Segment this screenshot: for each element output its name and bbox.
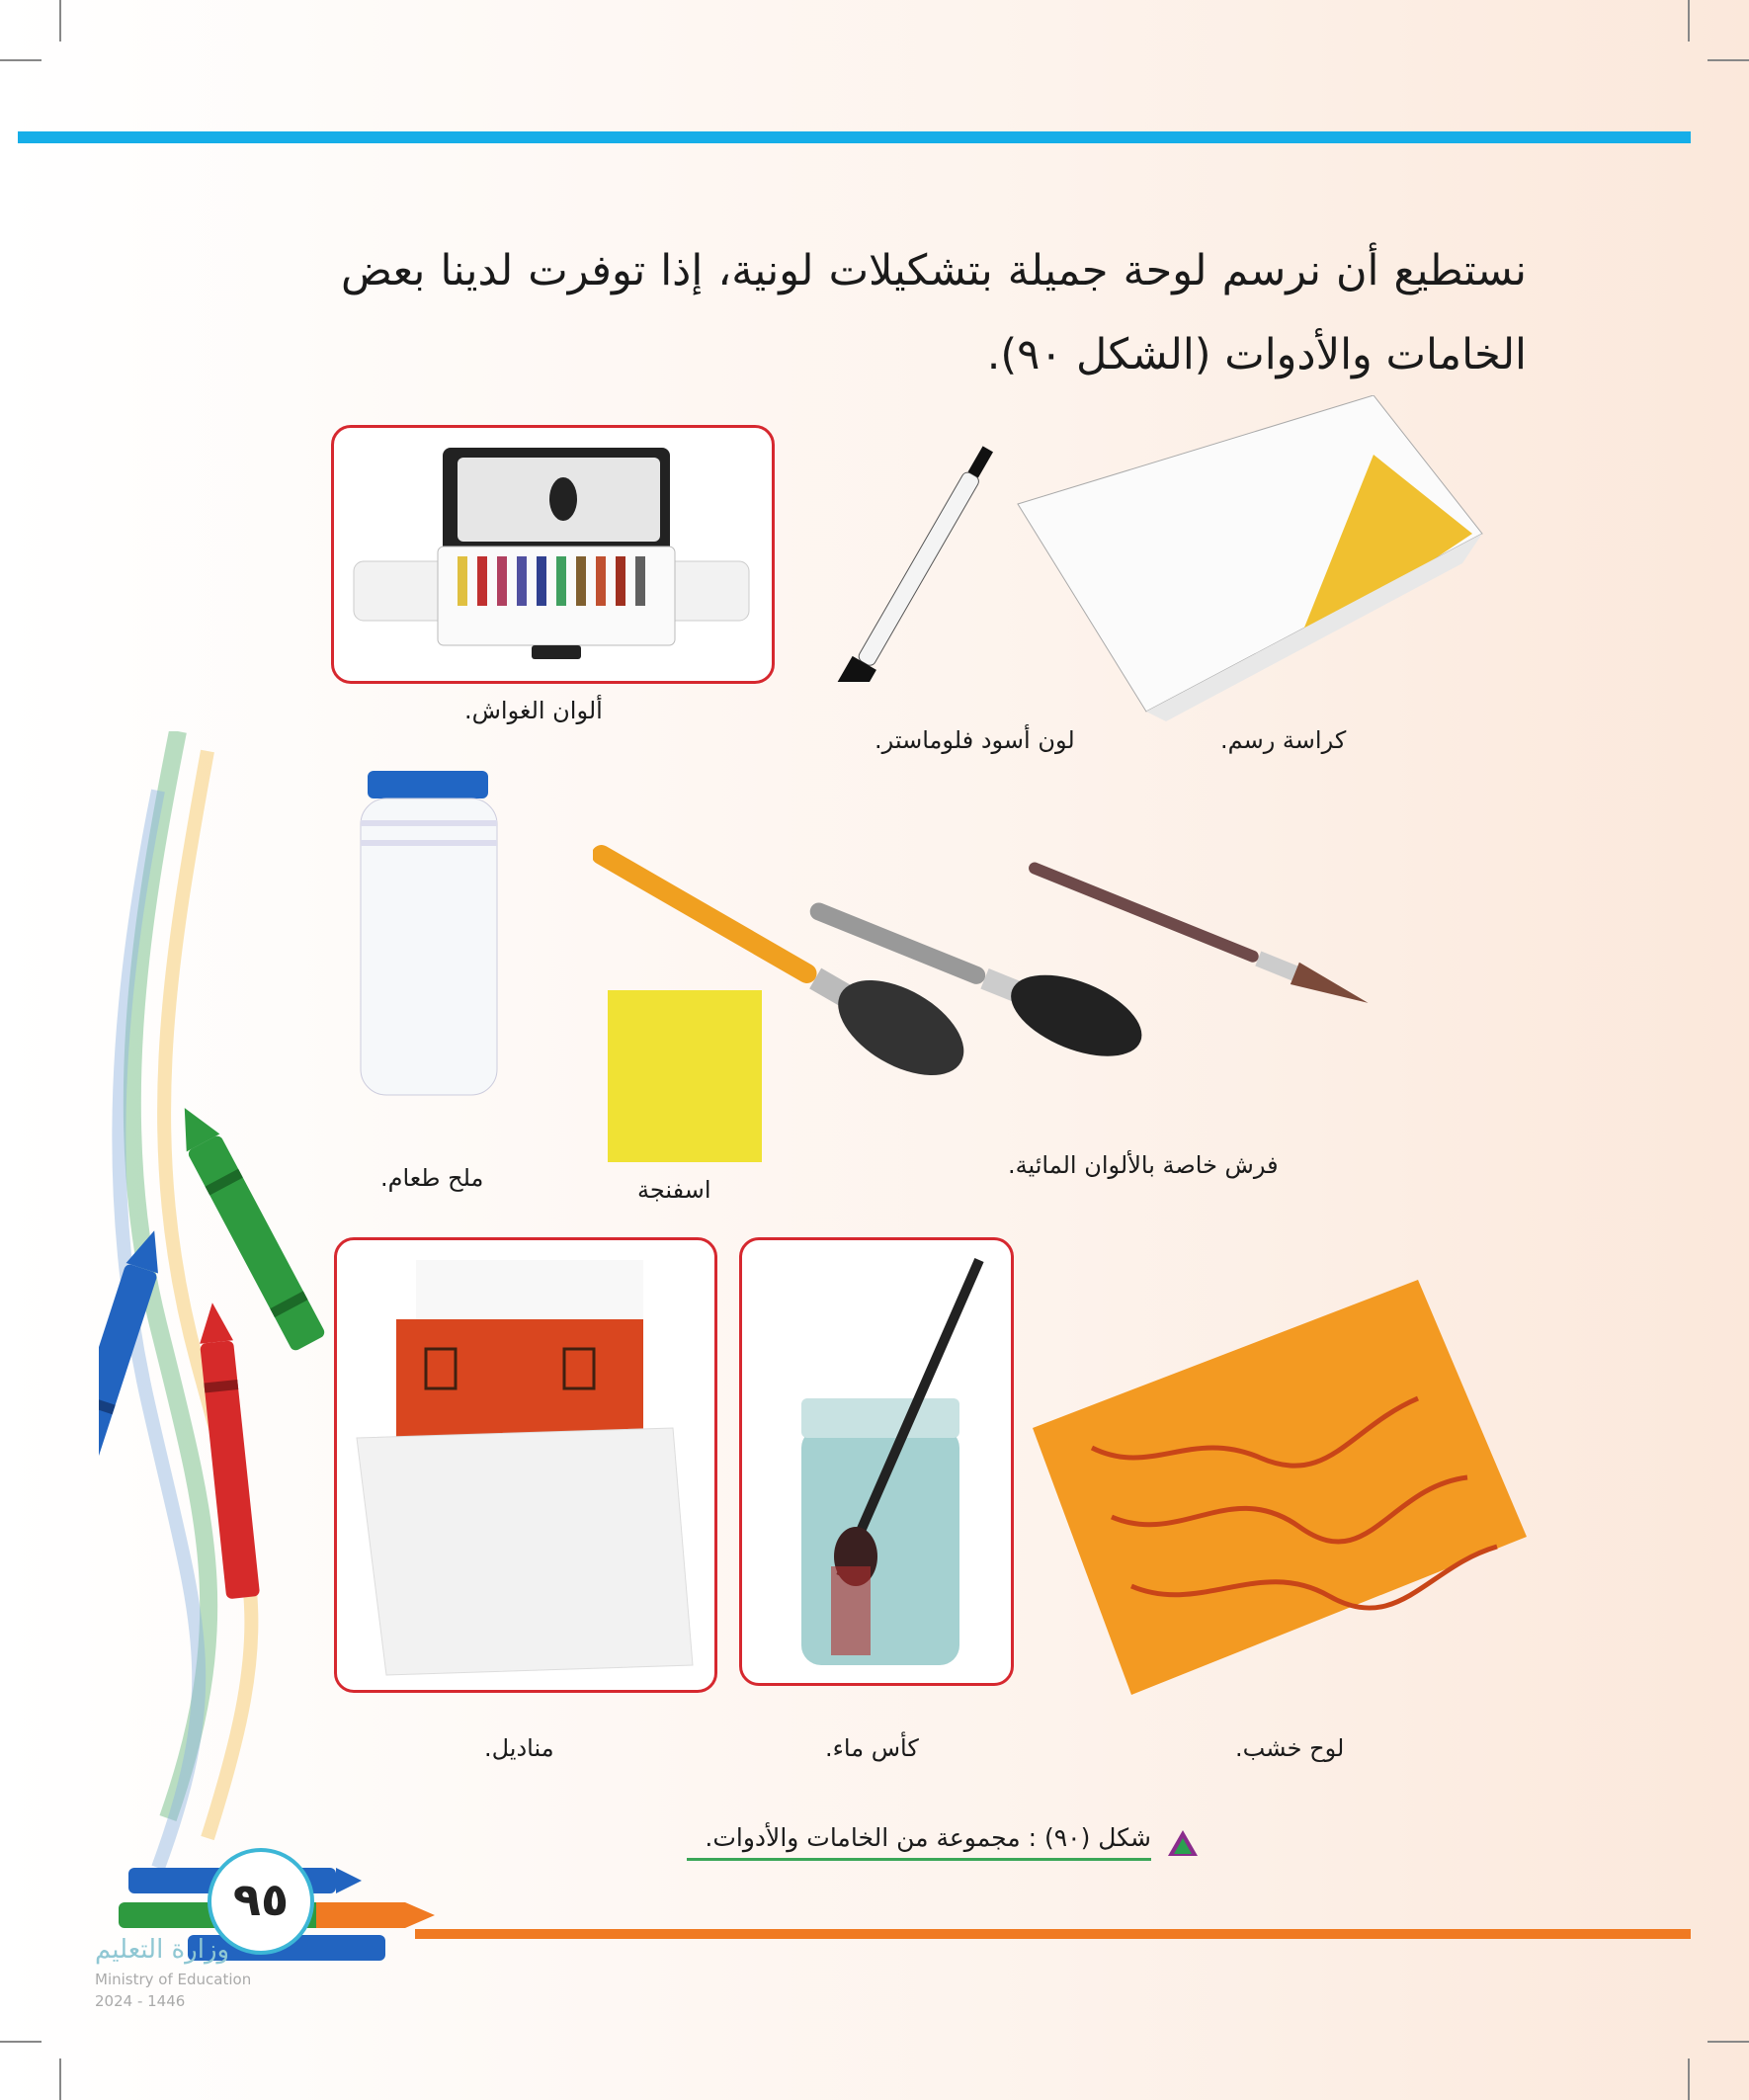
crop-mark [59,0,61,42]
wood-board-illustration [1033,1280,1527,1695]
ministry-name-arabic: وزارة التعليم [95,1935,230,1965]
caption-sponge: اسفنجة [637,1176,711,1204]
caption-tissues: مناديل. [484,1734,554,1762]
caption-gouache: ألوان الغواش. [464,697,603,724]
caption-wood-board: لوح خشب. [1235,1734,1345,1762]
water-glass-illustration [742,1240,1011,1683]
ministry-name-english: Ministry of Education [95,1971,252,1988]
figure-caption: شكل (٩٠) : مجموعة من الخامات والأدوات. [687,1823,1151,1861]
tissues-illustration [337,1240,714,1690]
crop-mark [1688,0,1690,42]
top-accent-bar [18,131,1691,143]
intro-paragraph: نستطيع أن نرسم لوحة جميلة بتشكيلات لونية، إذا توفرت لدينا بعض الخامات والأدوات (الشكل ٩٠). [341,246,1527,379]
crop-mark [0,2041,42,2043]
water-glass-image-frame [739,1237,1014,1686]
crop-mark [59,2058,61,2100]
bottom-accent-bar [415,1929,1691,1939]
triangle-bullet-icon [1166,1828,1200,1858]
crop-mark [1707,2041,1749,2043]
caption-water-glass: كأس ماء. [825,1734,919,1762]
sketchbook-illustration [998,395,1492,731]
brushes-illustration [593,830,1462,1146]
caption-sketchbook: كراسة رسم. [1220,726,1347,754]
tissues-image-frame [334,1237,717,1693]
caption-brushes: فرش خاصة بالألوان المائية. [1008,1151,1279,1179]
crop-mark [1707,59,1749,61]
crop-mark [1688,2058,1690,2100]
ministry-year: 2024 - 1446 [95,1992,186,2010]
gouache-image-frame [331,425,775,684]
ministry-logo [95,1935,322,2010]
salt-bottle-illustration [351,771,509,1107]
caption-salt: ملح طعام. [380,1164,484,1192]
page-number: ٩٥ [208,1848,314,1955]
caption-marker: لون أسود فلوماستر. [874,726,1075,754]
decorative-ribbons-crayons [99,731,336,1947]
crop-mark [0,59,42,61]
gouache-paint-set-illustration [334,428,772,681]
